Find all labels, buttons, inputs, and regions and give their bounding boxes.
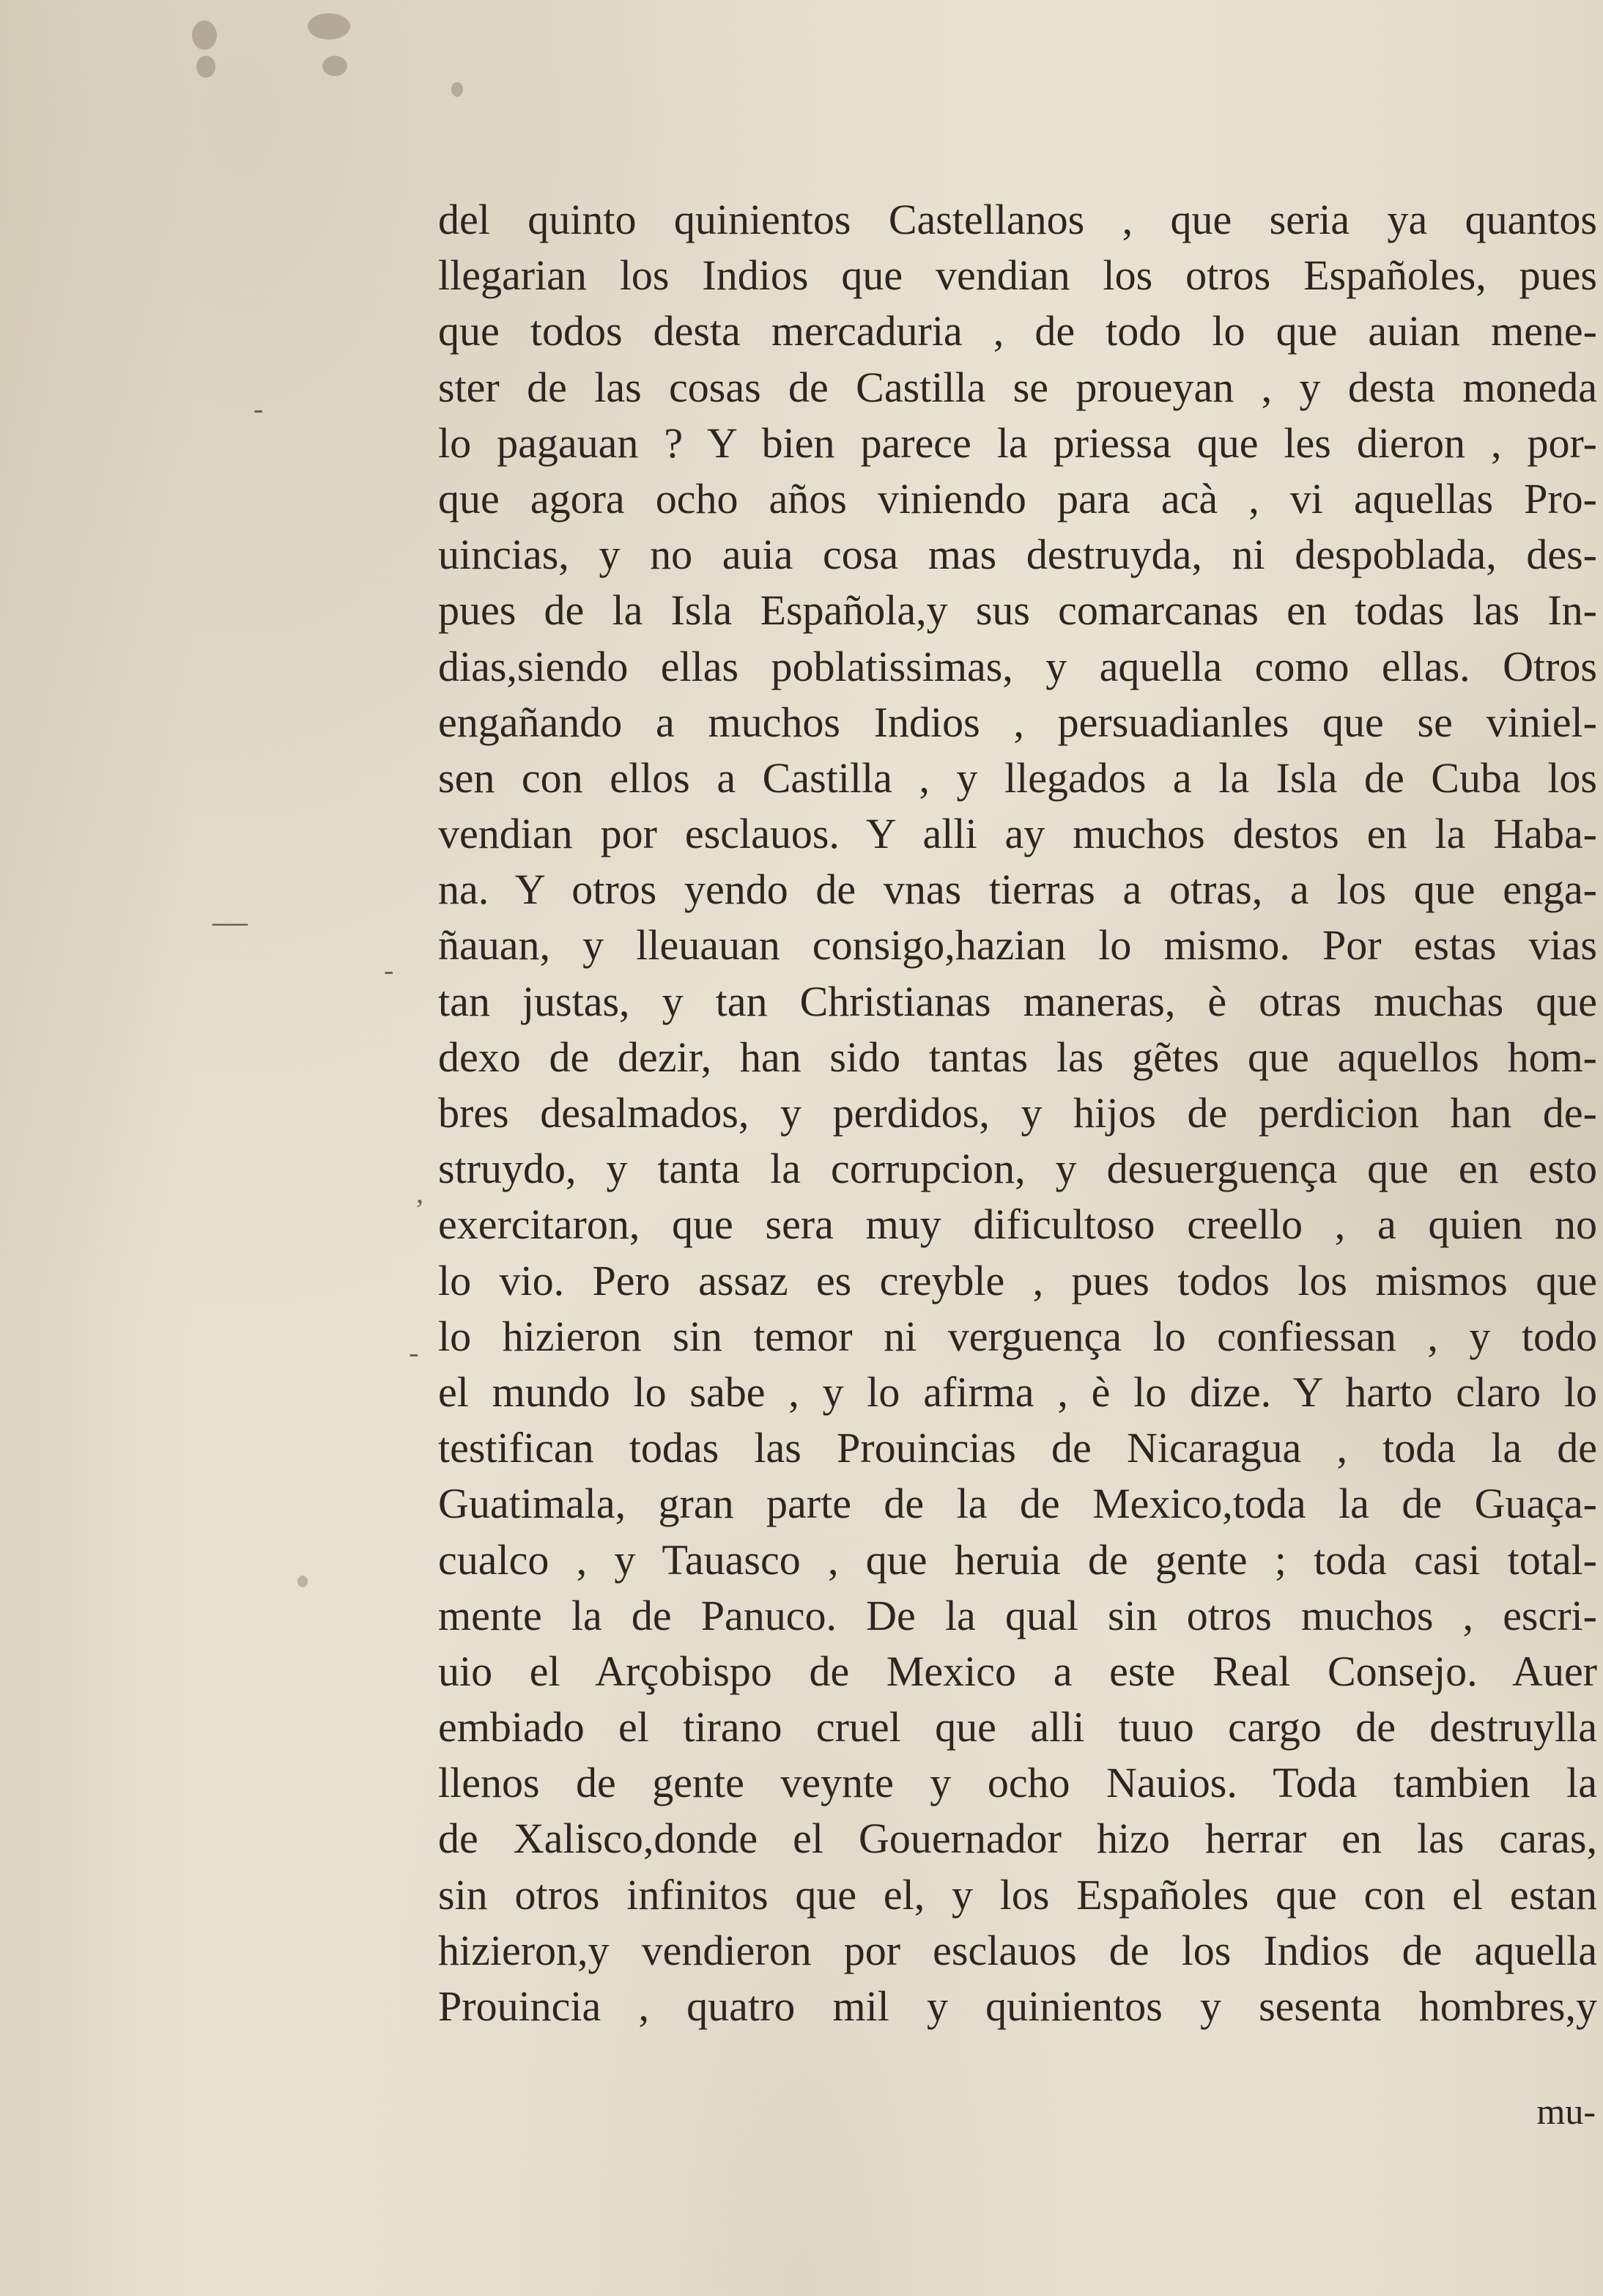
text-line: uio el Arçobispo de Mexico a este Real Consejo. Auer (438, 1647, 1597, 1695)
text-line: na. Y otros yendo de vnas tierras a otras, a los que enga- (438, 865, 1597, 914)
text-line: cualco , y Tauasco , que heruia de gente ; toda casi total- (438, 1535, 1597, 1584)
text-line: el mundo lo sabe , y lo afirma , è lo dize. Y harto claro lo (438, 1367, 1597, 1416)
text-line: bres desalmados, y perdidos, y hijos de perdicion han de- (438, 1089, 1597, 1137)
catchword: mu- (1536, 2091, 1596, 2132)
text-line: Guatimala, gran parte de la de Mexico,toda la de Guaça- (438, 1480, 1597, 1528)
text-line: llegarian los Indios que vendian los otros Españoles, pues (438, 251, 1597, 300)
ink-stain (297, 1576, 308, 1587)
text-line: ñauan, y lleuauan consigo,hazian lo mismo. Por estas vias (438, 921, 1597, 970)
text-line: testifican todas las Prouincias de Nicaragua , toda la de (438, 1424, 1597, 1472)
margin-mark: , (416, 1176, 423, 1209)
text-line: lo hizieron sin temor ni verguença lo confiessan , y todo (438, 1312, 1597, 1360)
text-line: dexo de dezir, han sido tantas las gẽtes que aquellos hom- (438, 1033, 1597, 1081)
margin-mark: - (253, 392, 264, 425)
margin-mark: - (409, 1336, 419, 1369)
text-line: hizieron,y vendieron por esclauos de los Indios de aquella (438, 1926, 1597, 1974)
text-line: pues de la Isla Española,y sus comarcanas en todas las In- (438, 586, 1597, 635)
margin-mark: - (384, 953, 394, 986)
text-line: lo pagauan ? Y bien parece la priessa que les dieron , por- (438, 418, 1597, 467)
text-line: lo vio. Pero assaz es creyble , pues todos los mismos que (438, 1256, 1597, 1304)
text-line: del quinto quinientos Castellanos , que seria ya quantos (438, 196, 1597, 243)
text-line: dias,siendo ellas poblatissimas, y aquella como ellas. Otros (438, 642, 1597, 690)
text-line: sen con ellos a Castilla , y llegados a la Isla de Cuba los (438, 753, 1597, 802)
ink-stain (322, 56, 347, 76)
text-line: exercitaron, que sera muy dificultoso creello , a quien no (438, 1200, 1597, 1249)
ink-stain (308, 13, 350, 40)
body-text (438, 192, 1597, 2034)
text-line: llenos de gente veynte y ocho Nauios. Toda tambien la (438, 1759, 1597, 1807)
text-line: sin otros infinitos que el, y los Españoles que con el estan (438, 1870, 1597, 1919)
text-line: struydo, y tanta la corrupcion, y desuerguença que en esto (438, 1145, 1597, 1193)
ink-stain (196, 56, 215, 78)
ink-stain (451, 82, 463, 97)
text-line: de Xalisco,donde el Gouernador hizo herrar en las caras, (438, 1815, 1597, 1863)
text-line: ster de las cosas de Castilla se proueyan , y desta moneda (438, 363, 1597, 411)
text-line: que agora ocho años viniendo para acà , vi aquellas Pro- (438, 474, 1597, 523)
text-line: Prouincia , quatro mil y quinientos y sesenta hombres,y (438, 1982, 1597, 2030)
text-line: uincias, y no auia cosa mas destruyda, ni despoblada, des- (438, 531, 1597, 579)
ink-stain (192, 21, 217, 50)
margin-mark: — (212, 902, 248, 941)
text-line: vendian por esclauos. Y alli ay muchos destos en la Haba- (438, 810, 1597, 858)
text-line: mente la de Panuco. De la qual sin otros muchos , escri- (438, 1591, 1597, 1639)
text-line: embiado el tirano cruel que alli tuuo cargo de destruylla (438, 1703, 1597, 1751)
text-line: tan justas, y tan Christianas maneras, è otras muchas que (438, 977, 1597, 1025)
text-line: engañando a muchos Indios , persuadianles que se viniel- (438, 698, 1597, 746)
text-line: que todos desta mercaduria , de todo lo que auian mene- (438, 307, 1597, 355)
